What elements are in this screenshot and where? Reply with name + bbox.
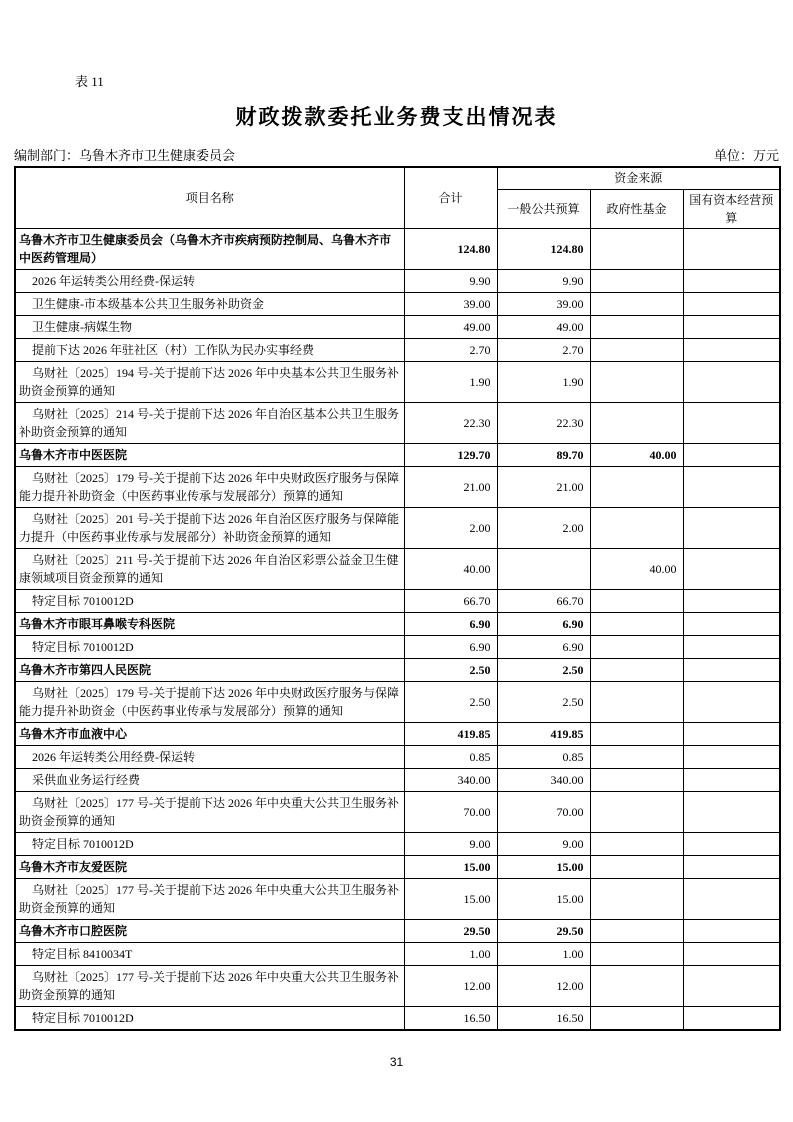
- general-public-budget-cell: 49.00: [497, 315, 590, 338]
- state-capital-cell: [683, 292, 780, 315]
- total-cell: 22.30: [404, 402, 497, 443]
- project-name-cell: 乌财社〔2025〕201 号-关于提前下达 2026 年自治区医疗服务与保障能力提升（中医药事业传承与发展部分）补助资金预算的通知: [15, 507, 404, 548]
- general-public-budget-cell: 1.00: [497, 942, 590, 965]
- state-capital-cell: [683, 832, 780, 855]
- project-name-cell: 乌财社〔2025〕177 号-关于提前下达 2026 年中央重大公共卫生服务补助资金预算的通知: [15, 878, 404, 919]
- total-cell: 2.50: [404, 658, 497, 681]
- government-fund-cell: 40.00: [590, 548, 683, 589]
- table-row-detail: [15, 832, 780, 855]
- general-public-budget-cell: 21.00: [497, 466, 590, 507]
- government-fund-cell: [590, 768, 683, 791]
- government-fund-cell: [590, 612, 683, 635]
- general-public-budget-cell: 419.85: [497, 722, 590, 745]
- state-capital-cell: [683, 658, 780, 681]
- government-fund-cell: [590, 269, 683, 292]
- government-fund-cell: [590, 507, 683, 548]
- col-header-general-public-budget: 一般公共预算: [497, 189, 590, 228]
- general-public-budget-cell: 15.00: [497, 878, 590, 919]
- total-cell: 1.00: [404, 942, 497, 965]
- government-fund-cell: [590, 791, 683, 832]
- project-name-cell: 特定目标 7010012D: [15, 589, 404, 612]
- project-name-cell: 乌鲁木齐市中医医院: [15, 443, 404, 466]
- table-row-detail: [15, 361, 780, 402]
- government-fund-cell: [590, 228, 683, 269]
- project-name-cell: 乌财社〔2025〕211 号-关于提前下达 2026 年自治区彩票公益金卫生健康领域项目资金预算的通知: [15, 548, 404, 589]
- general-public-budget-cell: 29.50: [497, 919, 590, 942]
- general-public-budget-cell: 15.00: [497, 855, 590, 878]
- government-fund-cell: [590, 635, 683, 658]
- state-capital-cell: [683, 745, 780, 768]
- table-row-detail: [15, 942, 780, 965]
- state-capital-cell: [683, 443, 780, 466]
- state-capital-cell: [683, 589, 780, 612]
- general-public-budget-cell: 0.85: [497, 745, 590, 768]
- table-row-detail: [15, 292, 780, 315]
- general-public-budget-cell: 6.90: [497, 612, 590, 635]
- header-row-top: [15, 167, 780, 189]
- col-header-funding-source: 资金来源: [497, 167, 780, 189]
- government-fund-cell: [590, 338, 683, 361]
- total-cell: 40.00: [404, 548, 497, 589]
- government-fund-cell: [590, 1006, 683, 1030]
- total-cell: 12.00: [404, 965, 497, 1006]
- total-cell: 124.80: [404, 228, 497, 269]
- total-cell: 1.90: [404, 361, 497, 402]
- general-public-budget-cell: 2.00: [497, 507, 590, 548]
- total-cell: 9.00: [404, 832, 497, 855]
- state-capital-cell: [683, 338, 780, 361]
- state-capital-cell: [683, 507, 780, 548]
- table-row-detail: [15, 681, 780, 722]
- table-row-detail: [15, 635, 780, 658]
- state-capital-cell: [683, 402, 780, 443]
- government-fund-cell: [590, 466, 683, 507]
- general-public-budget-cell: 9.90: [497, 269, 590, 292]
- project-name-cell: 提前下达 2026 年驻社区（村）工作队为民办实事经费: [15, 338, 404, 361]
- project-name-cell: 乌鲁木齐市口腔医院: [15, 919, 404, 942]
- state-capital-cell: [683, 269, 780, 292]
- project-name-cell: 特定目标 7010012D: [15, 832, 404, 855]
- government-fund-cell: [590, 878, 683, 919]
- total-cell: 2.70: [404, 338, 497, 361]
- table-row-detail: [15, 548, 780, 589]
- table-row-detail: [15, 507, 780, 548]
- project-name-cell: 乌鲁木齐市友爱医院: [15, 855, 404, 878]
- government-fund-cell: [590, 292, 683, 315]
- table-row-detail: [15, 791, 780, 832]
- general-public-budget-cell: 6.90: [497, 635, 590, 658]
- total-cell: 15.00: [404, 878, 497, 919]
- total-cell: 6.90: [404, 612, 497, 635]
- table-row-detail: [15, 466, 780, 507]
- project-name-cell: 乌财社〔2025〕194 号-关于提前下达 2026 年中央基本公共卫生服务补助资金预算的通知: [15, 361, 404, 402]
- project-name-cell: 卫生健康-病媒生物: [15, 315, 404, 338]
- government-fund-cell: [590, 658, 683, 681]
- state-capital-cell: [683, 1006, 780, 1030]
- table-row-detail: [15, 1006, 780, 1030]
- government-fund-cell: [590, 855, 683, 878]
- table-row-detail: [15, 338, 780, 361]
- table-row-group: [15, 612, 780, 635]
- state-capital-cell: [683, 612, 780, 635]
- total-cell: 29.50: [404, 919, 497, 942]
- general-public-budget-cell: 2.50: [497, 658, 590, 681]
- project-name-cell: 乌财社〔2025〕179 号-关于提前下达 2026 年中央财政医疗服务与保障能力提升补助资金（中医药事业传承与发展部分）预算的通知: [15, 681, 404, 722]
- total-cell: 340.00: [404, 768, 497, 791]
- project-name-cell: 乌财社〔2025〕177 号-关于提前下达 2026 年中央重大公共卫生服务补助资金预算的通知: [15, 791, 404, 832]
- table-number-label: 表 11: [75, 74, 104, 89]
- project-name-cell: 特定目标 8410034T: [15, 942, 404, 965]
- state-capital-cell: [683, 878, 780, 919]
- government-fund-cell: [590, 832, 683, 855]
- col-header-project-name: 项目名称: [15, 167, 404, 228]
- table-row-group: [15, 443, 780, 466]
- general-public-budget-cell: 12.00: [497, 965, 590, 1006]
- state-capital-cell: [683, 228, 780, 269]
- total-cell: 16.50: [404, 1006, 497, 1030]
- table-row-detail: [15, 745, 780, 768]
- general-public-budget-cell: 124.80: [497, 228, 590, 269]
- project-name-cell: 乌鲁木齐市卫生健康委员会（乌鲁木齐市疾病预防控制局、乌鲁木齐市中医药管理局）: [15, 228, 404, 269]
- state-capital-cell: [683, 965, 780, 1006]
- general-public-budget-cell: 70.00: [497, 791, 590, 832]
- project-name-cell: 乌鲁木齐市血液中心: [15, 722, 404, 745]
- total-cell: 15.00: [404, 855, 497, 878]
- table-row-group: [15, 722, 780, 745]
- table-row-group: [15, 855, 780, 878]
- state-capital-cell: [683, 548, 780, 589]
- project-name-cell: 乌财社〔2025〕179 号-关于提前下达 2026 年中央财政医疗服务与保障能力提升补助资金（中医药事业传承与发展部分）预算的通知: [15, 466, 404, 507]
- general-public-budget-cell: 22.30: [497, 402, 590, 443]
- project-name-cell: 乌鲁木齐市第四人民医院: [15, 658, 404, 681]
- project-name-cell: 采供血业务运行经费: [15, 768, 404, 791]
- table-row-detail: [15, 269, 780, 292]
- general-public-budget-cell: 1.90: [497, 361, 590, 402]
- table-meta-row: [14, 148, 779, 164]
- government-fund-cell: [590, 681, 683, 722]
- table-row-detail: [15, 878, 780, 919]
- total-cell: 419.85: [404, 722, 497, 745]
- total-cell: 49.00: [404, 315, 497, 338]
- total-cell: 2.00: [404, 507, 497, 548]
- col-header-state-capital-budget: 国有资本经营预算: [683, 189, 780, 228]
- table-body: [15, 228, 780, 1030]
- total-cell: 70.00: [404, 791, 497, 832]
- general-public-budget-cell: 340.00: [497, 768, 590, 791]
- state-capital-cell: [683, 635, 780, 658]
- total-cell: 2.50: [404, 681, 497, 722]
- state-capital-cell: [683, 722, 780, 745]
- project-name-cell: 乌鲁木齐市眼耳鼻喉专科医院: [15, 612, 404, 635]
- project-name-cell: 特定目标 7010012D: [15, 1006, 404, 1030]
- general-public-budget-cell: 89.70: [497, 443, 590, 466]
- table-row-group: [15, 228, 780, 269]
- state-capital-cell: [683, 361, 780, 402]
- project-name-cell: 乌财社〔2025〕214 号-关于提前下达 2026 年自治区基本公共卫生服务补助资金预算的通知: [15, 402, 404, 443]
- project-name-cell: 卫生健康-市本级基本公共卫生服务补助资金: [15, 292, 404, 315]
- prepared-by-label: 编制部门：乌鲁木齐市卫生健康委员会: [14, 148, 236, 163]
- state-capital-cell: [683, 466, 780, 507]
- state-capital-cell: [683, 791, 780, 832]
- general-public-budget-cell: 39.00: [497, 292, 590, 315]
- table-row-detail: [15, 315, 780, 338]
- unit-label: 单位：万元: [713, 148, 779, 163]
- total-cell: 129.70: [404, 443, 497, 466]
- table-header: [15, 167, 780, 228]
- total-cell: 66.70: [404, 589, 497, 612]
- state-capital-cell: [683, 315, 780, 338]
- government-fund-cell: [590, 402, 683, 443]
- government-fund-cell: [590, 942, 683, 965]
- table-row-detail: [15, 402, 780, 443]
- table-row-group: [15, 658, 780, 681]
- total-cell: 39.00: [404, 292, 497, 315]
- general-public-budget-cell: 16.50: [497, 1006, 590, 1030]
- project-name-cell: 乌财社〔2025〕177 号-关于提前下达 2026 年中央重大公共卫生服务补助资金预算的通知: [15, 965, 404, 1006]
- project-name-cell: 特定目标 7010012D: [15, 635, 404, 658]
- total-cell: 6.90: [404, 635, 497, 658]
- state-capital-cell: [683, 942, 780, 965]
- state-capital-cell: [683, 919, 780, 942]
- government-fund-cell: [590, 745, 683, 768]
- table-row-detail: [15, 768, 780, 791]
- col-header-government-fund: 政府性基金: [590, 189, 683, 228]
- general-public-budget-cell: 2.50: [497, 681, 590, 722]
- total-cell: 9.90: [404, 269, 497, 292]
- government-fund-cell: [590, 315, 683, 338]
- state-capital-cell: [683, 768, 780, 791]
- total-cell: 0.85: [404, 745, 497, 768]
- government-fund-cell: 40.00: [590, 443, 683, 466]
- state-capital-cell: [683, 855, 780, 878]
- col-header-total: 合计: [404, 167, 497, 228]
- page-title: 财政拨款委托业务费支出情况表: [235, 105, 558, 129]
- table-row-group: [15, 919, 780, 942]
- government-fund-cell: [590, 361, 683, 402]
- government-fund-cell: [590, 965, 683, 1006]
- general-public-budget-cell: 66.70: [497, 589, 590, 612]
- table-row-detail: [15, 965, 780, 1006]
- table-row-detail: [15, 589, 780, 612]
- government-fund-cell: [590, 919, 683, 942]
- project-name-cell: 2026 年运转类公用经费-保运转: [15, 745, 404, 768]
- general-public-budget-cell: 9.00: [497, 832, 590, 855]
- general-public-budget-cell: 2.70: [497, 338, 590, 361]
- government-fund-cell: [590, 589, 683, 612]
- page-number: 31: [389, 1054, 404, 1069]
- project-name-cell: 2026 年运转类公用经费-保运转: [15, 269, 404, 292]
- state-capital-cell: [683, 681, 780, 722]
- expenditure-table: [14, 166, 781, 1031]
- general-public-budget-cell: [497, 548, 590, 589]
- government-fund-cell: [590, 722, 683, 745]
- total-cell: 21.00: [404, 466, 497, 507]
